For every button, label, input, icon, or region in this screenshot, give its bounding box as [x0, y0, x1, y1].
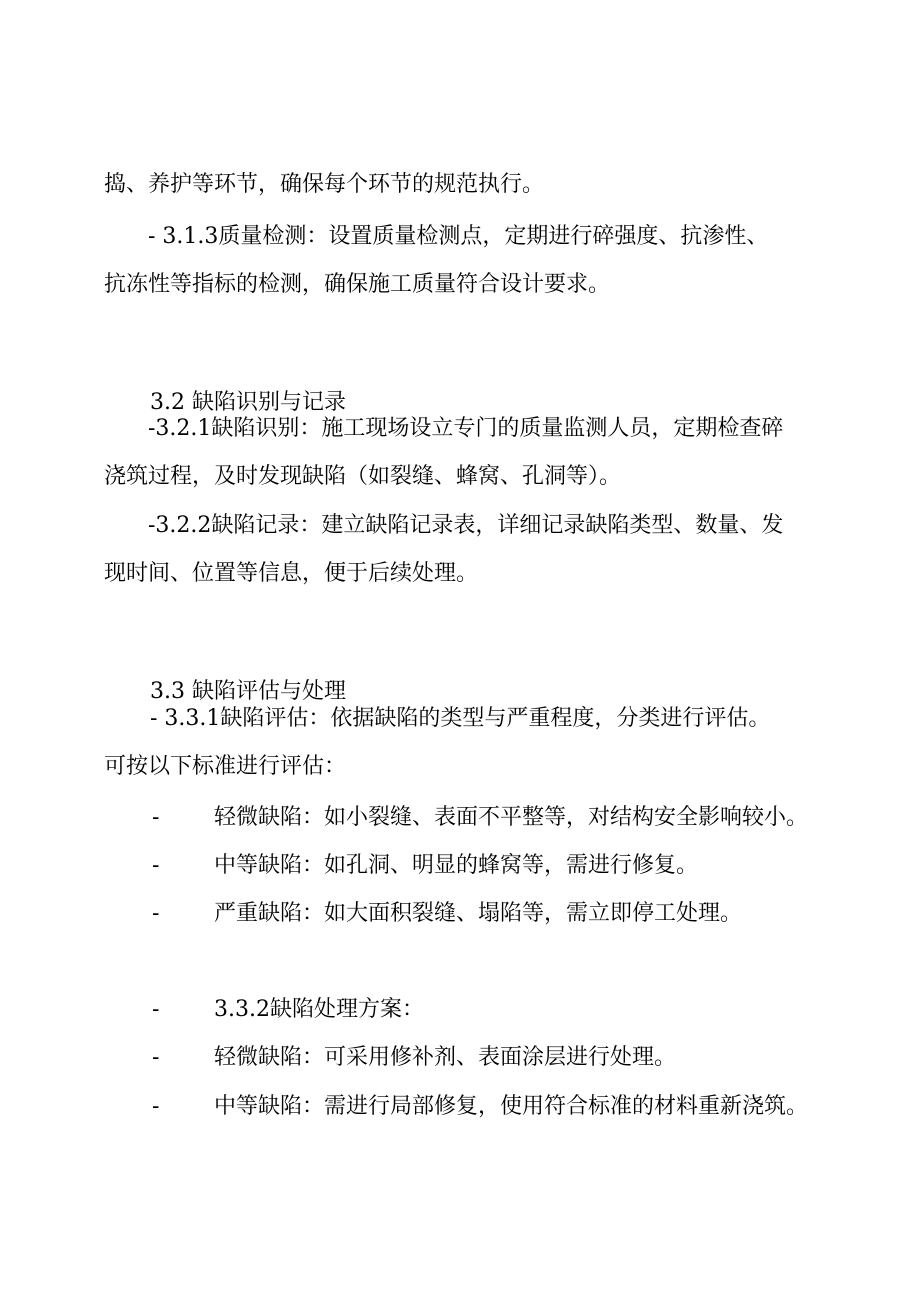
list-bullet: - [152, 901, 160, 926]
list-bullet: - [152, 1045, 160, 1070]
list-item-text: 中等缺陷：需进行局部修复，使用符合标准的材料重新浇筑。 [214, 1094, 809, 1119]
list-item-text: 中等缺陷：如孔洞、明显的蜂窝等，需进行修复。 [214, 853, 699, 878]
list-bullet: - [152, 1094, 160, 1119]
item-3-2-2-line2: 现时间、位置等信息，便于后续处理。 [104, 561, 479, 586]
item-3-2-1-line1: -3.2.1缺陷识别：施工现场设立专门的质量监测人员，定期检查碎 [148, 416, 784, 441]
list-item-text: 轻微缺陷：如小裂缝、表面不平整等，对结构安全影响较小。 [214, 805, 809, 830]
list-item-text: 严重缺陷：如大面积裂缝、塌陷等，需立即停工处理。 [214, 901, 743, 926]
list-bullet: - [152, 853, 160, 878]
section-heading-3-3: 3.3 缺陷评估与处理 [150, 679, 346, 704]
list-item-text: 轻微缺陷：可采用修补剂、表面涂层进行处理。 [214, 1045, 677, 1070]
item-3-3-1-line2: 可按以下标准进行评估： [104, 754, 347, 779]
list-bullet: - [152, 805, 160, 830]
item-3-2-2-line1: -3.2.2缺陷记录：建立缺陷记录表，详细记录缺陷类型、数量、发 [148, 513, 784, 538]
section-heading-3-2: 3.2 缺陷识别与记录 [150, 390, 346, 415]
item-3-1-3-line1: - 3.1.3质量检测：设置质量检测点，定期进行碎强度、抗渗性、 [148, 224, 769, 249]
list-bullet: - [152, 997, 160, 1022]
item-3-2-1-line2: 浇筑过程，及时发现缺陷（如裂缝、蜂窝、孔洞等）。 [104, 464, 622, 489]
item-3-1-3-line2: 抗冻性等指标的检测，确保施工质量符合设计要求。 [104, 272, 611, 297]
paragraph-continuation: 捣、养护等环节，确保每个环节的规范执行。 [104, 172, 545, 197]
item-3-3-2-text: 3.3.2缺陷处理方案： [214, 997, 424, 1022]
item-3-3-1-line1: - 3.3.1缺陷评估：依据缺陷的类型与严重程度，分类进行评估。 [150, 706, 771, 731]
